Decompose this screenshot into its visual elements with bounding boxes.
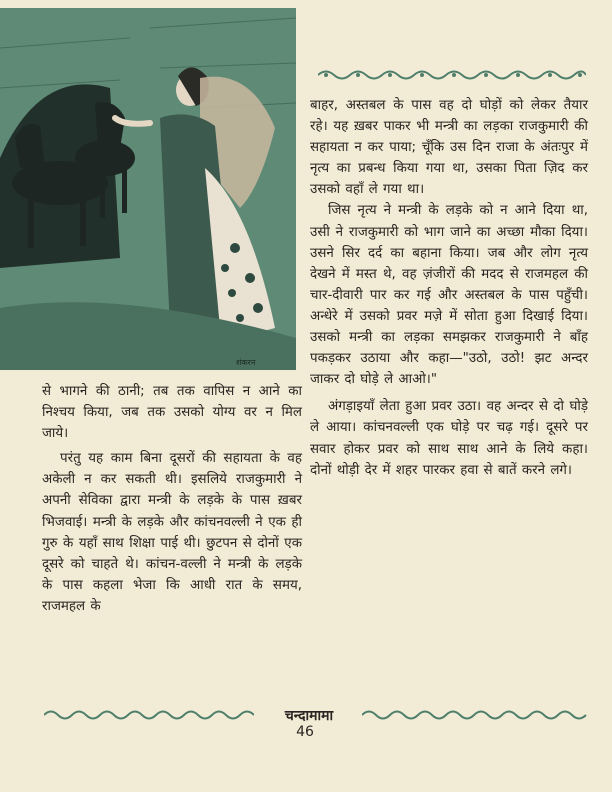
right-column [310,95,588,481]
right-paragraph-2: जिस नृत्य ने मन्त्री के लड़के को न आने दिया था, उसी ने राजकुमारी को भाग जाने का अच्छा मौका दिया। उसने सिर दर्द का बहाना किया। जब और लोग नृत्य देखने में मस्त थे, वह ज़ंजीरों की मदद से राजमहल की चार-दीवारी पार कर गई और अस्तबल के पास पहुँची। अन्धेरे में उसको प्रवर मज़े में सोता हुआ दिखाई दिया। उसको मन्त्री का लड़का समझकर राजकुमारी ने बाँह पकड़कर उठाया और कहा—"उठो, उठो! झट अन्दर जाकर दो घोड़े ले आओ।" [310,203,588,388]
left-column [42,381,302,617]
left-paragraph-1: से भागने की ठानी; तब तक वापिस न आने का निश्चय किया, जब तक उसको योग्य वर न मिल जाये। [42,384,302,442]
artist-signature: शंकरन [236,358,256,367]
footer-ornament-right [362,708,588,722]
top-ornament [318,68,586,82]
illustration-art [0,8,296,370]
illustration [0,8,296,370]
right-paragraph-3: अंगड़ाइयाँ लेता हुआ प्रवर उठा। वह अन्दर से दो घोड़े ले आया। कांचनवल्ली एक घोड़े पर चढ़ गई। दूसरे पर सवार होकर प्रवर को साथ साथ आने के लिये कहा। दोनों थोड़ी देर में शहर पारकर हवा से बातें करने लगे। [310,399,588,478]
page-number: 46 [296,724,314,740]
left-paragraph-2: परंतु यह काम बिना दूसरों की सहायता के वह अकेली न कर सकती थी। इसलिये राजकुमारी ने अपनी सेविका द्वारा मन्त्री के लड़के के पास ख़बर भिजवाई। मन्त्री के लड़के और कांचनवल्ली ने एक ही गुरु के यहाँ साथ शिक्षा पाई थी। छुटपन से दोनों एक दूसरे को चाहते थे। कांचन-वल्ली ने मन्त्री के लड़के के पास कहला भेजा कि आधी रात के समय, राजमहल के [42,451,302,614]
magazine-title: चन्दामामा [284,708,334,724]
footer-ornament-left [44,708,254,722]
right-paragraph-1: बाहर, अस्तबल के पास वह दो घोड़ों को लेकर तैयार रहे। यह ख़बर पाकर भी मन्त्री का लड़का राजकुमारी की सहायता न कर पाया; चूँकि उस दिन राजा के अंतःपुर में नृत्य का प्रबन्ध किया गया था, उसका पिता ज़िद कर उसको वहाँ ले गया था। [310,98,588,198]
